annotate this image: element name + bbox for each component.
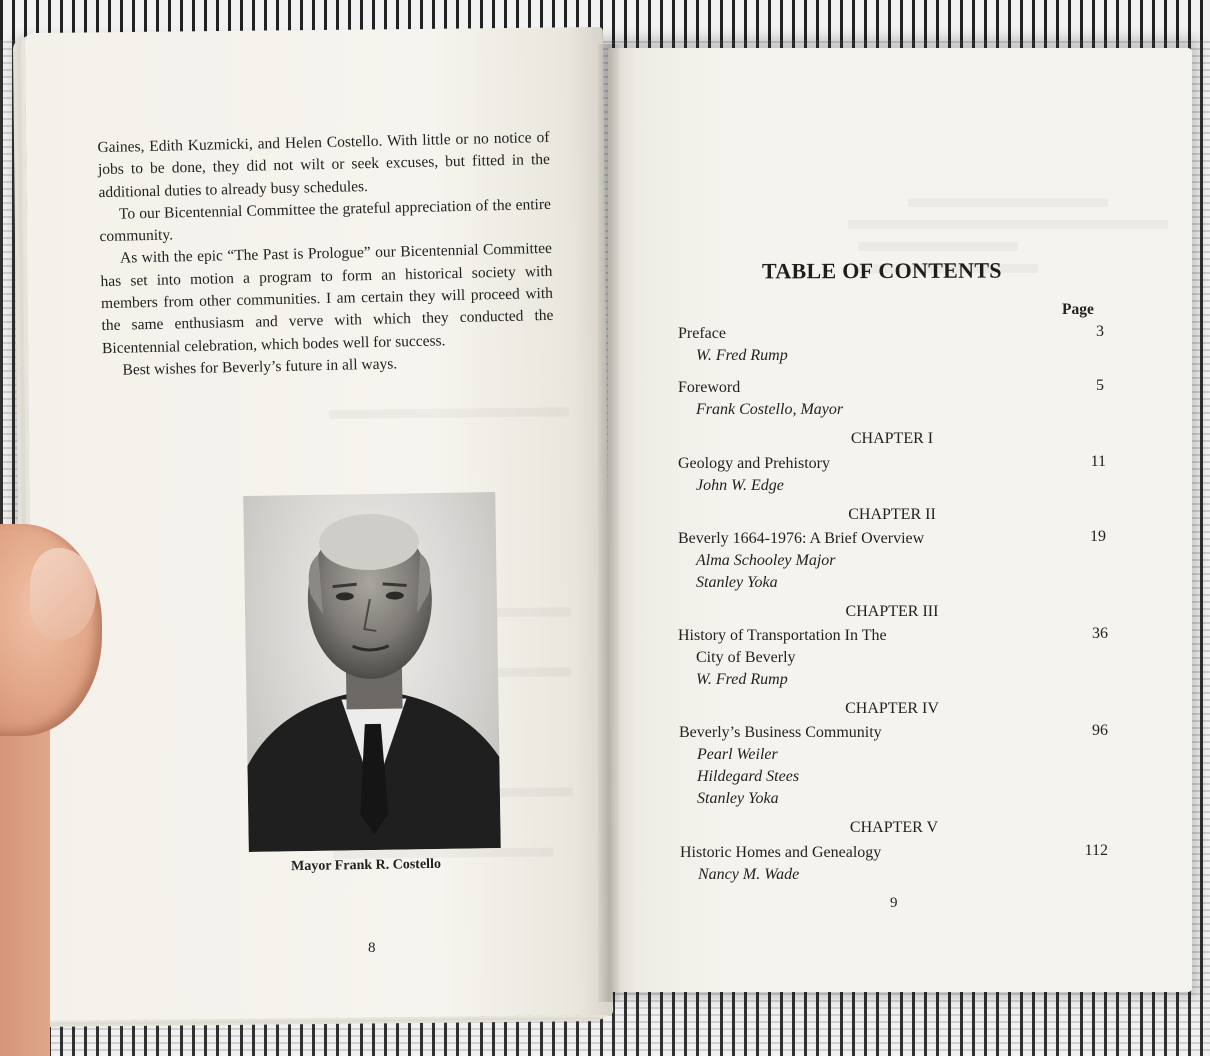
toc-chapter-1-author: John W. Edge	[696, 477, 784, 494]
toc-chapter-4-page: 96	[1092, 722, 1108, 739]
toc-chapter-4-author-3: Stanley Yoka	[697, 790, 779, 807]
toc-chapter-1-page: 11	[1090, 453, 1106, 470]
toc-chapter-3-title-line-1: History of Transportation In The	[678, 627, 887, 644]
left-page-number: 8	[368, 940, 376, 956]
toc-title: TABLE OF CONTENTS	[761, 257, 1002, 284]
toc-entry-preface-author: W. Fred Rump	[696, 347, 788, 364]
toc-chapter-5-page: 112	[1084, 842, 1108, 859]
toc-chapter-5-title: Historic Homes and Genealogy	[680, 844, 882, 861]
toc-chapter-4-title: Beverly’s Business Community	[679, 724, 882, 741]
toc-chapter-4-heading: CHAPTER IV	[845, 700, 939, 717]
toc-chapter-3-title-line-2: City of Beverly	[696, 649, 796, 666]
toc-chapter-2-title: Beverly 1664-1976: A Brief Overview	[678, 530, 925, 547]
toc-chapter-2-page: 19	[1090, 528, 1106, 545]
body-paragraph-3: As with the epic “The Past is Prologue” our Bicentennial Committee has set into motion a program to form an historical society with members from other communities. I am certain they will proceed with the same enthusiasm and verve with which they conducted the Bicentennial celebration, which bodes well for success.	[100, 240, 554, 357]
book-spine	[598, 44, 620, 1002]
toc-chapter-2-heading: CHAPTER II	[848, 506, 936, 523]
toc-chapter-3-author: W. Fred Rump	[696, 671, 788, 688]
toc-entry-foreword-page: 5	[1096, 377, 1104, 394]
toc-page-column-header: Page	[1062, 301, 1094, 318]
toc-chapter-1-heading: CHAPTER I	[850, 430, 934, 447]
toc-chapter-5-heading: CHAPTER V	[849, 819, 939, 836]
mayor-portrait-photo	[243, 492, 501, 852]
body-paragraph-2: To our Bicentennial Committee the grateful appreciation of the entire community.	[99, 195, 552, 246]
hand-palm	[0, 700, 50, 1056]
right-page-number: 9	[890, 895, 898, 911]
left-page-body	[97, 127, 554, 382]
toc-chapter-3-heading: CHAPTER III	[845, 603, 939, 620]
body-paragraph-4: Best wishes for Beverly’s future in all ways.	[122, 355, 398, 379]
toc-chapter-5-author: Nancy M. Wade	[698, 866, 800, 883]
photo-caption: Mayor Frank R. Costello	[290, 856, 442, 875]
toc-entry-foreword-author: Frank Costello, Mayor	[696, 401, 844, 418]
toc-entry-preface-page: 3	[1096, 323, 1104, 340]
toc-chapter-4-author-1: Pearl Weiler	[697, 746, 778, 763]
toc-chapter-1-title: Geology and Prehistory	[678, 455, 830, 472]
toc-chapter-2-author-1: Alma Schooley Major	[696, 552, 836, 569]
toc-chapter-3-page: 36	[1092, 625, 1108, 642]
toc-entry-foreword-title: Foreword	[678, 379, 741, 396]
toc-chapter-2-author-2: Stanley Yoka	[696, 574, 778, 591]
toc-entry-preface-title: Preface	[678, 325, 726, 342]
mayor-portrait-drawing	[243, 492, 501, 852]
body-paragraph-1: Gaines, Edith Kuzmicki, and Helen Costello. With little or no notice of jobs to be done, they did not wilt or seek excuses, but fitted in the additional duties to already busy schedules.	[97, 128, 551, 201]
toc-chapter-4-author-2: Hildegard Stees	[697, 768, 800, 785]
